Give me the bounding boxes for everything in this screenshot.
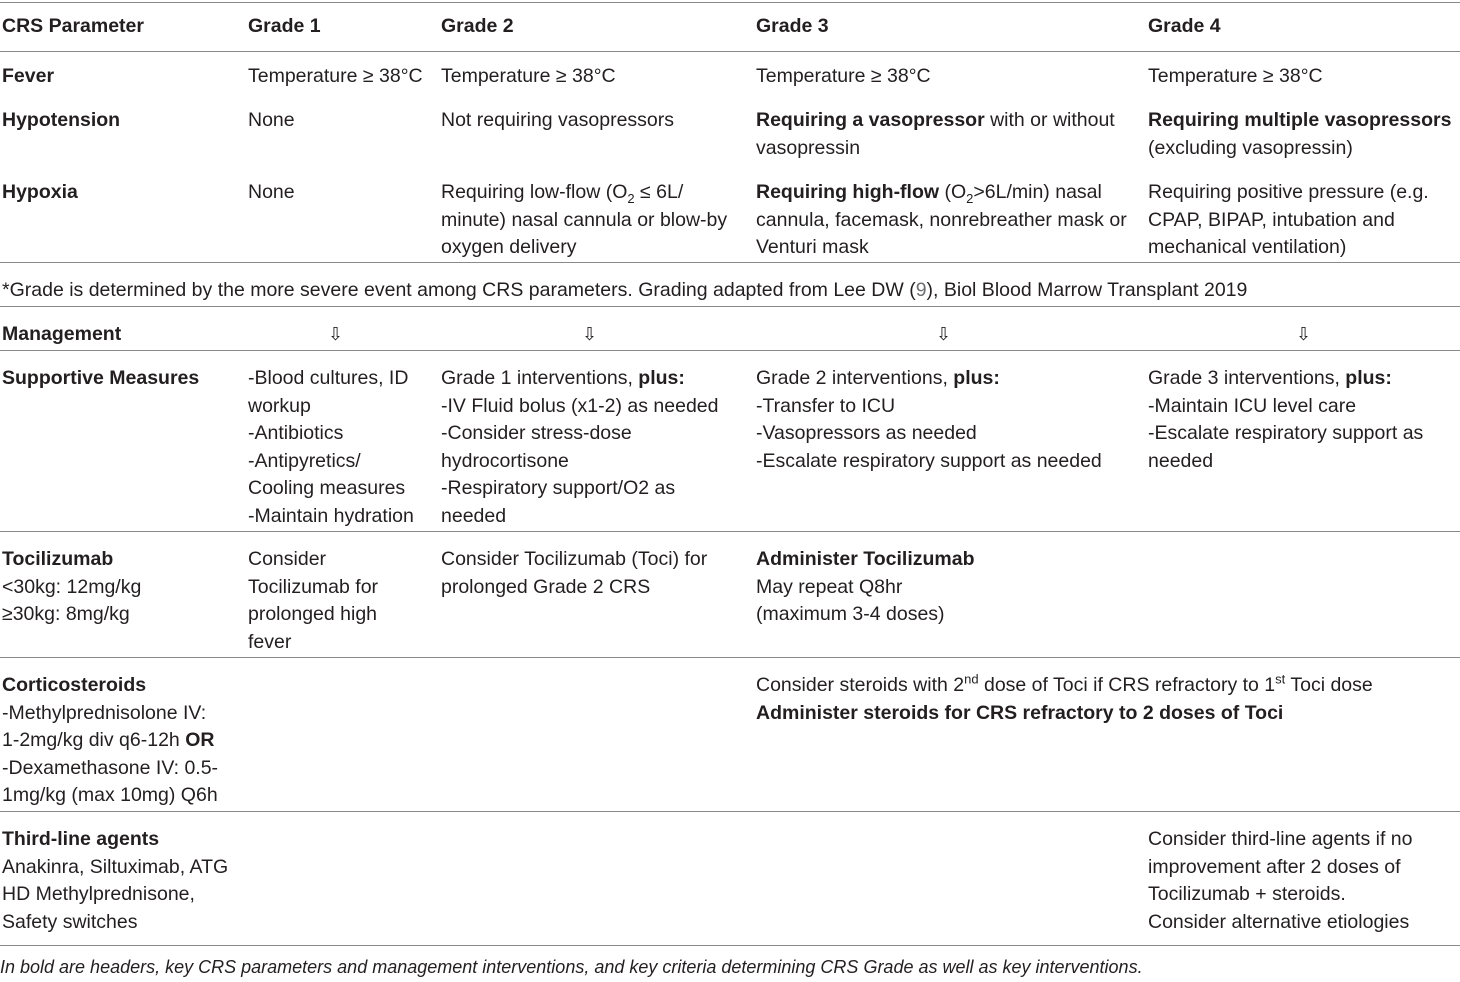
tocilizumab-label-cell xyxy=(2,546,141,629)
hypotension-g4-key: Requiring multiple vasopressors xyxy=(1148,109,1452,131)
hypoxia-g4-line1: Requiring positive pressure (e.g. xyxy=(1148,181,1429,203)
corticosteroids-consider-2: dose of Toci if CRS refractory to 1 xyxy=(978,674,1276,696)
tocilizumab-label: Tocilizumab xyxy=(2,548,114,570)
thirdline-g4-line: Consider third-line agents if no xyxy=(1148,828,1413,850)
rule-bottom xyxy=(0,945,1460,946)
hypoxia-grade-3 xyxy=(756,179,1127,262)
corticosteroids-sup: nd xyxy=(964,671,979,687)
hypoxia-g2-line3: oxygen delivery xyxy=(441,236,577,258)
header-grade-2: Grade 2 xyxy=(441,15,514,37)
tocilizumab-g2-line: Consider Tocilizumab (Toci) for xyxy=(441,548,708,570)
hypoxia-g2-text2: ≤ 6L/ xyxy=(634,181,684,203)
thirdline-label: Third-line agents xyxy=(2,828,160,850)
hypoxia-g2-sub: 2 xyxy=(627,190,635,206)
corticosteroids-grade-3-4 xyxy=(756,672,1373,727)
thirdline-g4-line: improvement after 2 doses of xyxy=(1148,855,1401,878)
tocilizumab-grade-3 xyxy=(756,546,975,629)
thirdline-g4-line: Tocilizumab + steroids. xyxy=(1148,883,1346,905)
thirdline-grade-4 xyxy=(1148,826,1412,936)
hypoxia-g2-line2: minute) nasal cannula or blow-by xyxy=(441,208,728,231)
corticosteroids-consider-3: Toci dose xyxy=(1285,674,1373,696)
header-grade-1: Grade 1 xyxy=(248,15,321,37)
supportive-grade-4 xyxy=(1148,365,1423,475)
hypoxia-g3-line3: Venturi mask xyxy=(756,236,869,258)
hypoxia-g3-line2: cannula, facemask, nonrebreather mask or xyxy=(756,208,1127,231)
thirdline-label-cell xyxy=(2,826,228,936)
rule-params xyxy=(0,262,1460,263)
tocilizumab-g3-line: May repeat Q8hr xyxy=(756,575,903,598)
supportive-g1-line: -Antipyretics/ xyxy=(248,449,361,472)
supportive-g4-head: Grade 3 interventions, xyxy=(1148,367,1346,389)
hypoxia-g3-key: Requiring high-flow xyxy=(756,181,940,203)
supportive-g1-line: -Blood cultures, ID xyxy=(248,367,409,389)
supportive-g3-plus: plus: xyxy=(953,367,1000,389)
table-footnote: In bold are headers, key CRS parameters and management interventions, and key criteria determining CRS Grade as well as key interventions. xyxy=(0,957,1143,977)
corticosteroids-line: 1mg/kg (max 10mg) Q6h xyxy=(2,784,218,806)
hypotension-label: Hypotension xyxy=(2,109,121,131)
header-grade-4: Grade 4 xyxy=(1148,15,1221,37)
hypotension-g3-rest: with or without xyxy=(984,109,1115,131)
note-reference: 9 xyxy=(915,279,927,301)
supportive-g1-line: -Antibiotics xyxy=(248,422,344,444)
corticosteroids-label-cell xyxy=(2,672,218,810)
supportive-g1-line: Cooling measures xyxy=(248,477,406,499)
hypoxia-g3-sub: 2 xyxy=(966,190,974,206)
supportive-g2-line: -Respiratory support/O2 as xyxy=(441,477,676,499)
supportive-g2-head: Grade 1 interventions, xyxy=(441,367,639,389)
hypotension-grade-4 xyxy=(1148,107,1451,162)
down-arrow-icon: ⇩ xyxy=(1296,324,1312,345)
hypoxia-grade-2 xyxy=(441,179,727,262)
corticosteroids-line: 1-2mg/kg div q6-12h xyxy=(2,729,186,751)
supportive-grade-1 xyxy=(248,365,414,530)
supportive-grade-3 xyxy=(756,365,1102,475)
fever-label: Fever xyxy=(2,65,55,87)
rule-management xyxy=(0,350,1460,351)
supportive-g2-line: -IV Fluid bolus (x1-2) as needed xyxy=(441,394,719,417)
tocilizumab-g1-line: Consider xyxy=(248,548,327,570)
rule-supportive xyxy=(0,531,1460,532)
tocilizumab-g1-line: Tocilizumab for xyxy=(248,575,379,598)
corticosteroids-line: -Dexamethasone IV: 0.5- xyxy=(2,756,219,779)
tocilizumab-g3-line: (maximum 3-4 doses) xyxy=(756,603,945,625)
fever-grade-4: Temperature ≥ 38°C xyxy=(1148,65,1323,87)
hypoxia-g3-text: (O xyxy=(939,181,967,203)
hypotension-grade-1: None xyxy=(248,109,295,131)
supportive-g4-line: -Maintain ICU level care xyxy=(1148,394,1357,417)
rule-tocilizumab xyxy=(0,657,1460,658)
supportive-g3-line: -Transfer to ICU xyxy=(756,394,896,417)
supportive-g4-plus: plus: xyxy=(1345,367,1392,389)
tocilizumab-dose-high: ≥30kg: 8mg/kg xyxy=(2,603,130,625)
fever-grade-1: Temperature ≥ 38°C xyxy=(248,65,423,87)
tocilizumab-g1-line: fever xyxy=(248,630,292,653)
corticosteroids-label: Corticosteroids xyxy=(2,674,147,696)
corticosteroids-administer: Administer steroids for CRS refractory to 2 doses of Toci xyxy=(756,701,1284,724)
hypotension-grade-3 xyxy=(756,107,1115,162)
hypoxia-g4-line3: mechanical ventilation) xyxy=(1148,236,1347,258)
fever-grade-2: Temperature ≥ 38°C xyxy=(441,65,616,87)
tocilizumab-dose-low: <30kg: 12mg/kg xyxy=(2,575,142,598)
fever-grade-3: Temperature ≥ 38°C xyxy=(756,65,931,87)
supportive-g3-head: Grade 2 interventions, xyxy=(756,367,954,389)
corticosteroids-sup: st xyxy=(1275,671,1286,687)
tocilizumab-grade-1 xyxy=(248,546,378,656)
supportive-g2-plus: plus: xyxy=(638,367,685,389)
grading-note xyxy=(2,277,1247,305)
hypotension-g3-key: Requiring a vasopressor xyxy=(756,109,985,131)
corticosteroids-or: OR xyxy=(185,729,215,751)
supportive-grade-2 xyxy=(441,365,718,530)
tocilizumab-grade-2 xyxy=(441,546,707,601)
thirdline-line: Safety switches xyxy=(2,910,138,933)
supportive-g1-line: workup xyxy=(248,394,311,417)
header-grade-3: Grade 3 xyxy=(756,15,829,37)
rule-top xyxy=(0,2,1460,3)
hypoxia-g3-text2: >6L/min) nasal xyxy=(973,181,1102,203)
supportive-g2-line: -Consider stress-dose xyxy=(441,422,632,444)
hypoxia-grade-4 xyxy=(1148,179,1429,262)
supportive-g2-line: hydrocortisone xyxy=(441,449,569,472)
hypotension-g4-line2: (excluding vasopressin) xyxy=(1148,136,1353,159)
thirdline-line: Anakinra, Siltuximab, ATG xyxy=(2,855,229,878)
down-arrow-icon: ⇩ xyxy=(328,324,344,345)
tocilizumab-g2-line: prolonged Grade 2 CRS xyxy=(441,575,651,598)
note-text: *Grade is determined by the more severe event among CRS parameters. Grading adapted from Lee DW ( xyxy=(2,279,916,301)
management-label: Management xyxy=(2,323,122,345)
hypoxia-g2-text: Requiring low-flow (O xyxy=(441,181,628,203)
supportive-g1-line: -Maintain hydration xyxy=(248,504,414,527)
tocilizumab-g3-key: Administer Tocilizumab xyxy=(756,548,975,570)
supportive-g4-line: -Escalate respiratory support as xyxy=(1148,422,1424,444)
rule-corticosteroids xyxy=(0,811,1460,812)
tocilizumab-g1-line: prolonged high xyxy=(248,603,378,625)
note-source: ), Biol Blood Marrow Transplant 2019 xyxy=(926,279,1248,301)
supportive-g3-line: -Escalate respiratory support as needed xyxy=(756,449,1102,472)
corticosteroids-consider: Consider steroids with 2 xyxy=(756,674,965,696)
thirdline-g4-line: Consider alternative etiologies xyxy=(1148,910,1410,933)
supportive-label: Supportive Measures xyxy=(2,367,200,389)
rule-header xyxy=(0,51,1460,52)
header-crs-parameter: CRS Parameter xyxy=(2,15,144,37)
thirdline-line: HD Methylprednisone, xyxy=(2,883,195,905)
supportive-g4-line: needed xyxy=(1148,449,1214,472)
hypotension-g3-line2: vasopressin xyxy=(756,136,861,159)
hypoxia-g4-line2: CPAP, BIPAP, intubation and xyxy=(1148,208,1395,231)
down-arrow-icon: ⇩ xyxy=(582,324,598,345)
down-arrow-icon: ⇩ xyxy=(936,324,952,345)
hypotension-grade-2: Not requiring vasopressors xyxy=(441,109,675,131)
hypoxia-grade-1: None xyxy=(248,181,295,203)
supportive-g3-line: -Vasopressors as needed xyxy=(756,422,977,444)
hypoxia-label: Hypoxia xyxy=(2,181,78,203)
corticosteroids-line: -Methylprednisolone IV: xyxy=(2,701,207,724)
rule-note xyxy=(0,306,1460,307)
supportive-g2-line: needed xyxy=(441,504,507,527)
